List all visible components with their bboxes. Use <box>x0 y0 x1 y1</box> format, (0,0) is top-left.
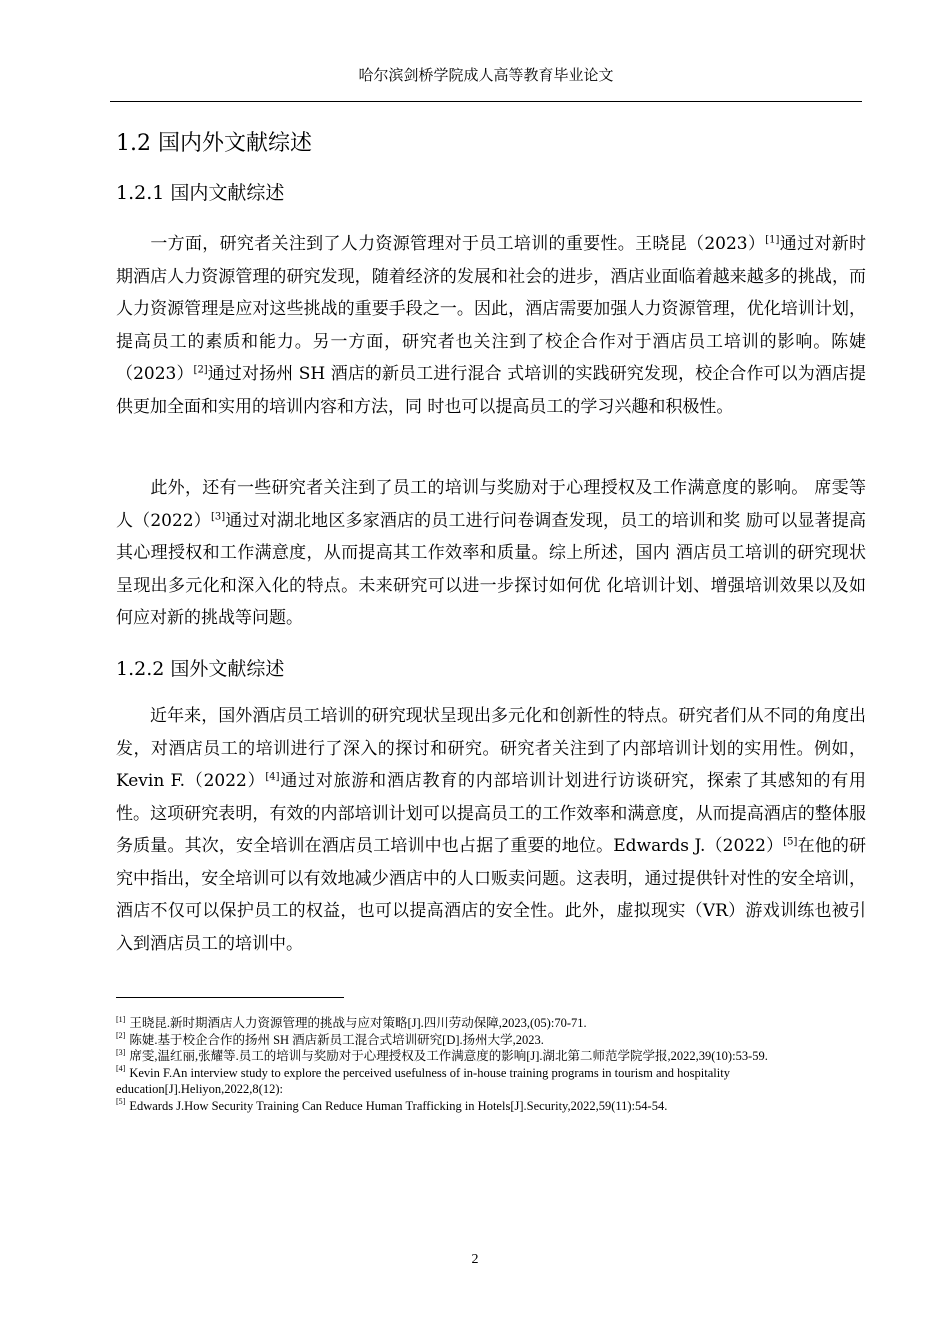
footnote-divider <box>116 997 344 998</box>
paragraph-2 <box>116 472 866 635</box>
header-divider <box>110 101 862 102</box>
citation-3: [3] <box>210 510 226 522</box>
footnote-mark: [1] <box>116 1014 126 1024</box>
paragraph-2-text-a: 此外，还有一些研究者关注到了员工的培训与奖励对于心理授权及工作满意度的影响。 席雯等人（2022） <box>116 478 866 531</box>
running-header: 哈尔滨剑桥学院成人高等教育毕业论文 <box>358 66 614 84</box>
footnote-mark: [5] <box>116 1097 126 1107</box>
paragraph-1-text-b: 通过对新时期酒店人力资源管理的研究发现，随着经济的发展和社会的进步，酒店业面临着越来越多的挑战，而人力资源管理是应对这些挑战的重要手段之一。因此，酒店需要加强人力资源管理，优化培训计划，提高员工的素质和能力。另一方面，研究者也关注到了校企合作对于酒店员工培训的影响。陈婕（2023） <box>116 234 867 384</box>
paragraph-1-text-c: 通过对扬州 SH 酒店的新员工进行混合 式培训的实践研究发现，校企合作可以为酒店提供更加全面和实用的培训内容和方法，同 时也可以提高员工的学习兴趣和积极性。 <box>116 364 866 417</box>
citation-4: [4] <box>265 771 280 783</box>
footnote-mark: [3] <box>116 1047 126 1057</box>
paragraph-2-text-b: 通过对湖北地区多家酒店的员工进行问卷调查发现，员工的培训和奖 励可以显著提高其心理授权和工作满意度，从而提高其工作效率和质量。综上所述，国内 酒店员工培训的研究现状呈现出多元化和深入化的特点。未来研究可以进一步探讨如何优 化培训计划、增强培训效果以及如何应对新的挑战等问题。 <box>116 510 867 628</box>
page-number: 2 <box>471 1252 479 1267</box>
footnote-mark: [2] <box>116 1031 126 1041</box>
subsection-heading-foreign: 1.2.2 国外文献综述 <box>116 658 285 680</box>
citation-5: [5] <box>783 836 798 848</box>
footnote-3 <box>116 1048 776 1065</box>
footnote-5 <box>116 1098 776 1115</box>
footnotes <box>116 1015 776 1114</box>
footnote-text: 陈婕.基于校企合作的扬州 SH 酒店新员工混合式培训研究[D].扬州大学,2023. <box>129 1032 544 1047</box>
paragraph-3-text-b: 通过对旅游和酒店教育的内部培训计划进行访谈研究，探索了其感知的有用性。这项研究表明，有效的内部培训计划可以提高员工的工作效率和满意度，从而提高酒店的整体服务质量。其次，安全培训在酒店员工培训中也占据了重要的地位。Edwards J.（2022） <box>116 771 867 856</box>
footnote-4 <box>116 1065 776 1098</box>
paragraph-1 <box>116 228 866 423</box>
footnote-text: 席雯,温红丽,张耀等.员工的培训与奖励对于心理授权及工作满意度的影响[J].湖北第二师范学院学报,2022,39(10):53-59. <box>129 1049 768 1063</box>
citation-1: [1] <box>765 234 780 246</box>
footnote-text: Edwards J.How Security Training Can Reduce Human Trafficking in Hotels[J].Security,2022,59(11):54-54. <box>129 1098 668 1113</box>
paragraph-3-text-c: 在他的研究中指出，安全培训可以有效地减少酒店中的人口贩卖问题。这表明，通过提供针对性的安全培训，酒店不仅可以保护员工的权益，也可以提高酒店的安全性。此外，虚拟现实（VR）游戏训练也被引入到酒店员工的培训中。 <box>116 836 867 954</box>
footnote-mark: [4] <box>116 1064 126 1074</box>
paragraph-1-text-a: 一方面，研究者关注到了人力资源管理对于员工培训的重要性。王晓昆（2023） <box>150 234 766 254</box>
section-heading: 1.2 国内外文献综述 <box>116 131 312 156</box>
footnote-2 <box>116 1032 776 1049</box>
footnote-1 <box>116 1015 776 1032</box>
footnote-text: Kevin F.An interview study to explore the perceived usefulness of in-house training programs in tourism and hospitality education[J].Heliyon,2022,8(12): <box>116 1065 730 1096</box>
paragraph-3 <box>116 700 866 960</box>
footnote-text: 王晓昆.新时期酒店人力资源管理的挑战与应对策略[J].四川劳动保障,2023,(05):70-71. <box>129 1016 587 1030</box>
citation-2: [2] <box>193 364 208 376</box>
paragraph-3-text-a: 近年来，国外酒店员工培训的研究现状呈现出多元化和创新性的特点。研究者们从不同的角度出发，对酒店员工的培训进行了深入的探讨和研究。研究者关注到了内部培训计划的实用性。例如，Kevin F.（2022） <box>116 706 866 791</box>
subsection-heading-domestic: 1.2.1 国内文献综述 <box>116 182 285 204</box>
